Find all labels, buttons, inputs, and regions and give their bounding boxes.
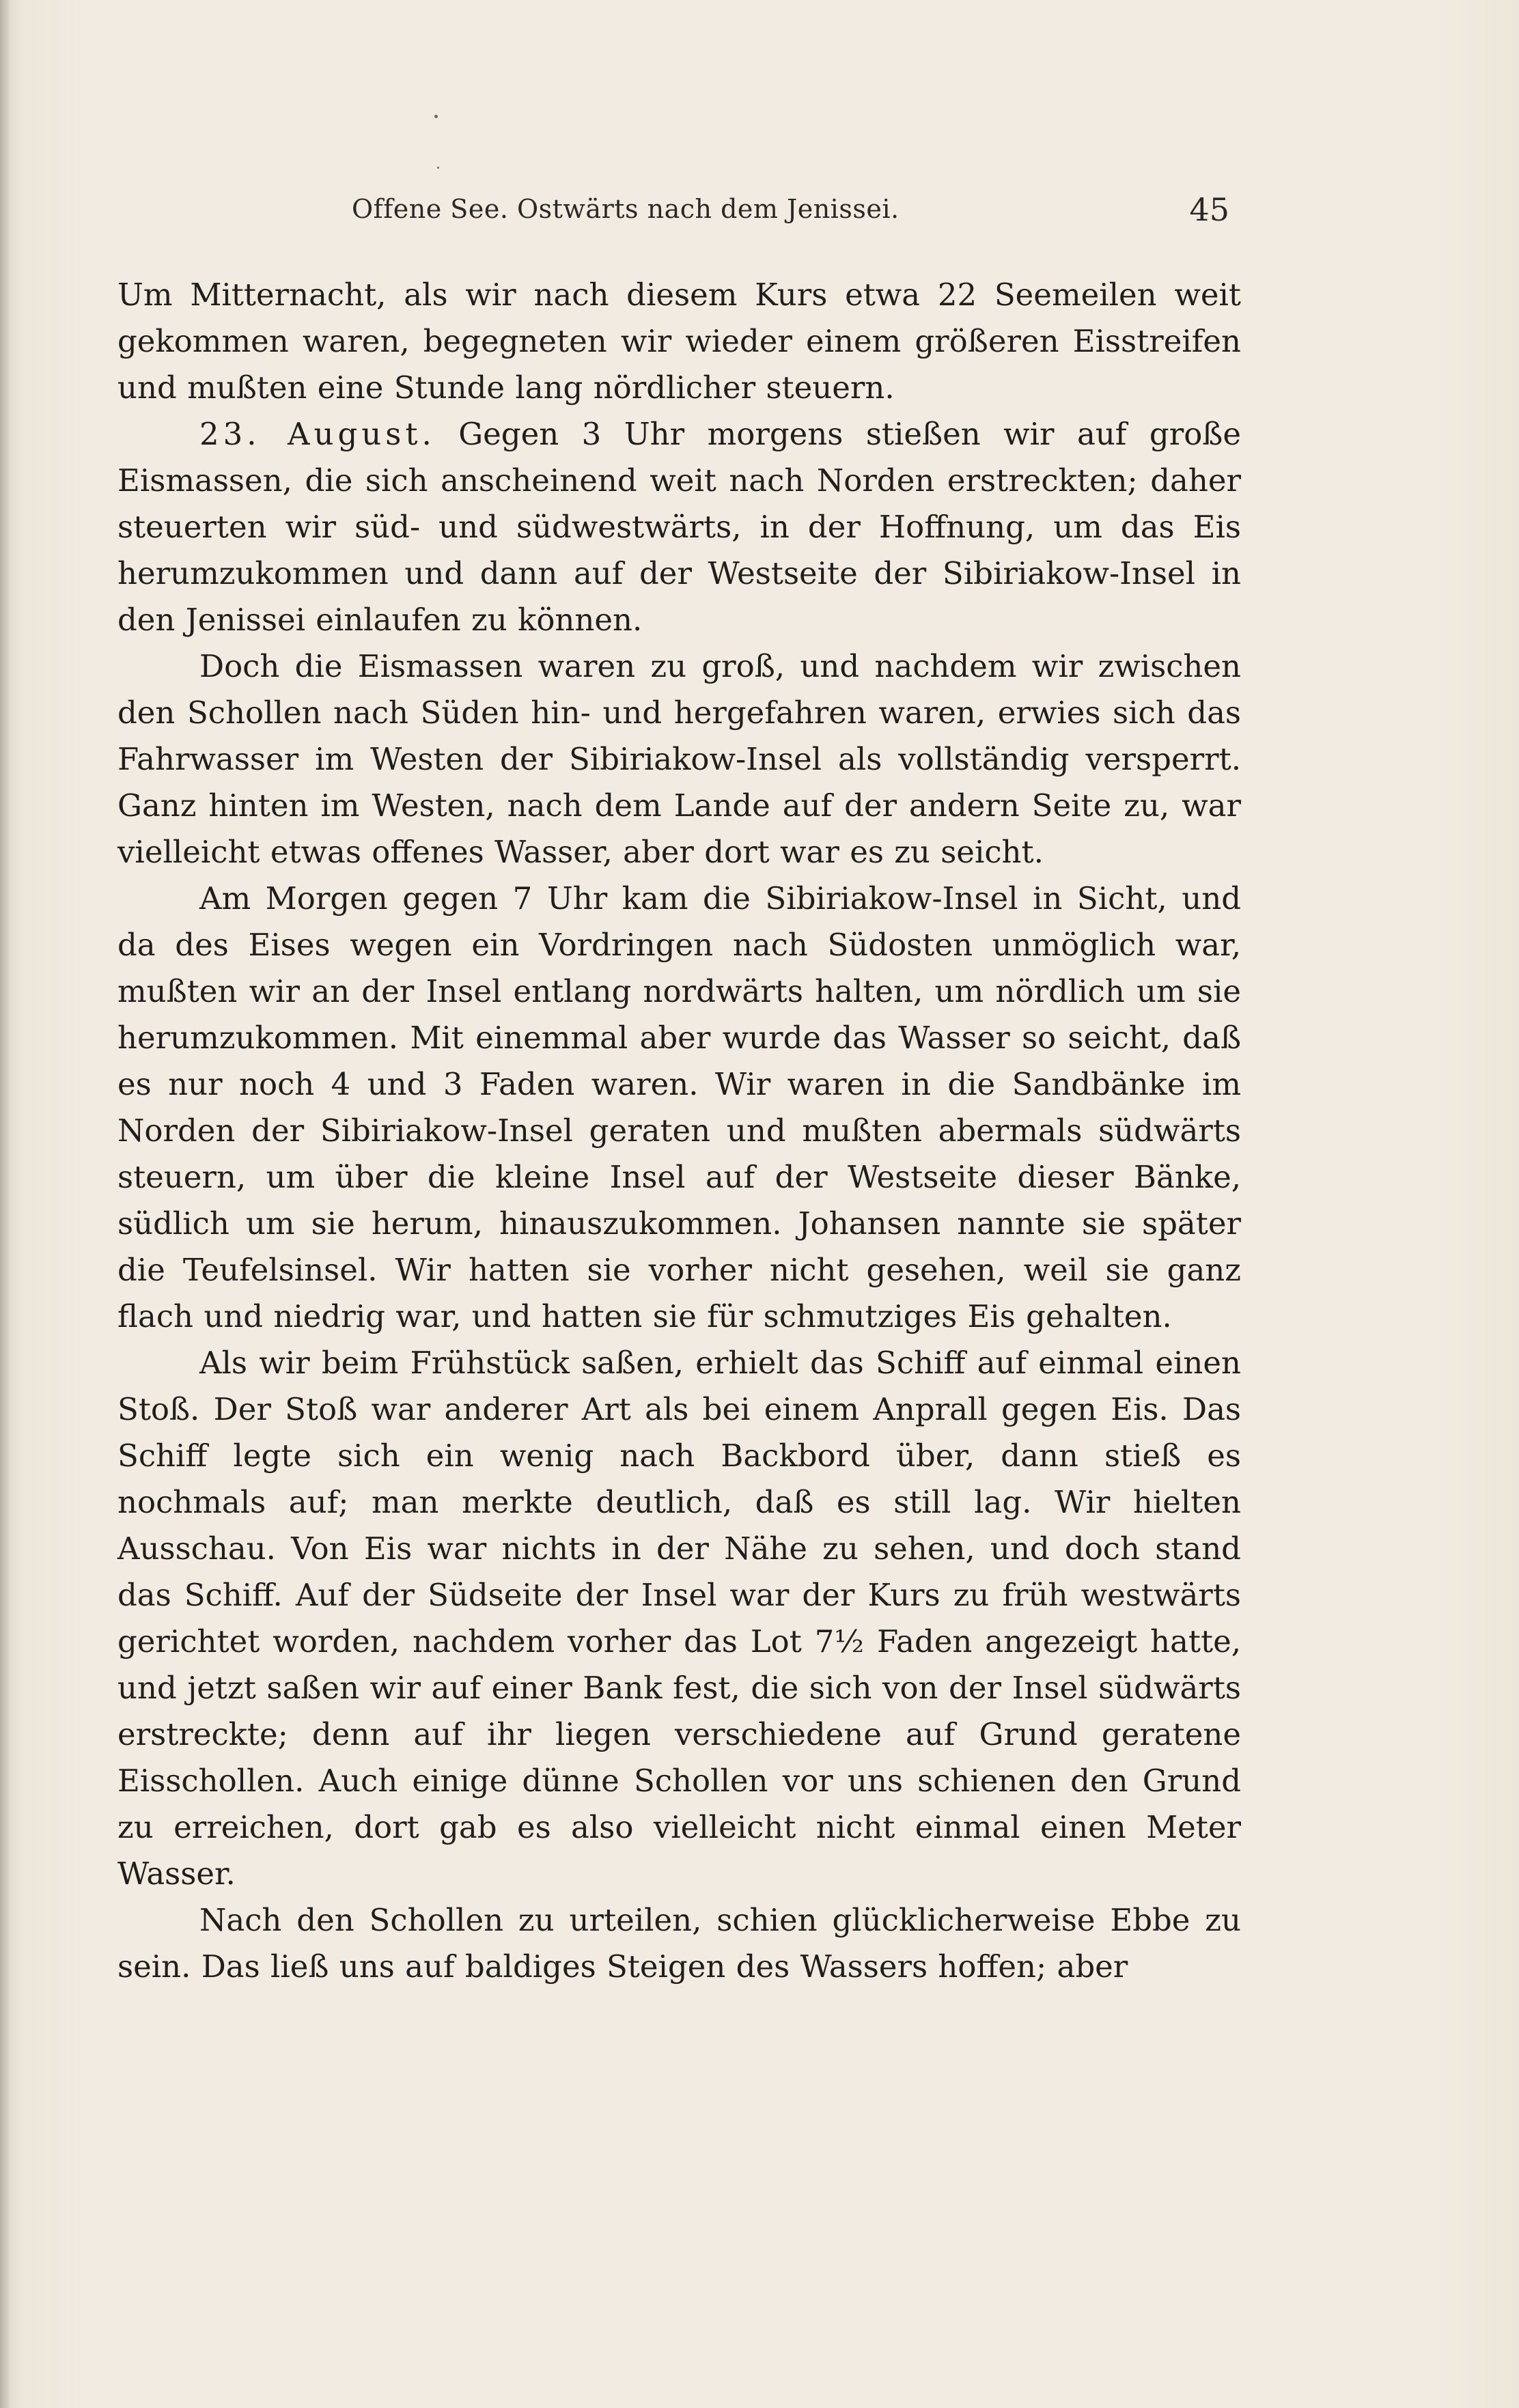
paragraph: Doch die Eismassen waren zu groß, und nachdem wir zwischen den Schollen nach Süden hin- und hergefahren waren, erwies sich das Fahrwasser im Westen der Sibiriakow-Insel als vollständig versperrt. Ganz hinten im Westen, nach dem Lande auf der andern Seite zu, war vielleicht etwas offenes Wasser, aber dort war es zu seicht. (117, 648, 1241, 870)
paragraph (117, 411, 1241, 643)
page-edge-shadow (0, 0, 10, 2408)
paragraph: Als wir beim Frühstück saßen, erhielt das Schiff auf einmal einen Stoß. Der Stoß war anderer Art als bei einem Anprall gegen Eis. Das Schiff legte sich ein wenig nach Backbord über, dann stieß es nochmals auf; man merkte deutlich, daß es still lag. Wir hielten Ausschau. Von Eis war nichts in der Nähe zu sehen, und doch stand das Schiff. Auf der Südseite der Insel war der Kurs zu früh westwärts gerichtet worden, nachdem vorher das Lot 7½ Faden angezeigt hatte, und jetzt saßen wir auf einer Bank fest, die sich von der Insel südwärts erstreckte; denn auf ihr liegen verschiedene auf Grund geratene Eisschollen. Auch einige dünne Schollen vor uns schienen den Grund zu erreichen, dort gab es also vielleicht nicht einmal einen Meter Wasser. (117, 1345, 1241, 1892)
paragraph: Am Morgen gegen 7 Uhr kam die Sibiriakow-Insel in Sicht, und da des Eises wegen ein Vordringen nach Südosten unmöglich war, mußten wir an der Insel entlang nordwärts halten, um nördlich um sie herumzukommen. Mit einemmal aber wurde das Wasser so seicht, daß es nur noch 4 und 3 Faden waren. Wir waren in die Sandbänke im Norden der Sibiriakow-Insel geraten und mußten abermals südwärts steuern, um über die kleine Insel auf der Westseite dieser Bänke, südlich um sie herum, hinauszukommen. Johansen nannte sie später die Teufelsinsel. Wir hatten sie vorher nicht gesehen, weil sie ganz flach und niedrig war, und hatten sie für schmutziges Eis gehalten. (117, 880, 1241, 1334)
date-heading: 23. August. (199, 416, 436, 452)
running-title: Offene See. Ostwärts nach dem Jenissei. (352, 194, 900, 224)
paragraph: Um Mitternacht, als wir nach diesem Kurs etwa 22 Seemeilen weit gekommen waren, begegneten wir wieder einem größeren Eisstreifen und mußten eine Stunde lang nördlicher steuern. (117, 277, 1241, 406)
paragraph-text: Gegen 3 Uhr morgens stießen wir auf große Eismassen, die sich anscheinend weit nach Norden erstreckten; daher steuerten wir süd- und südwestwärts, in der Hoffnung, um das Eis herumzukommen und dann auf der Westseite der Sibiriakow-Insel in den Jenissei einlaufen zu können. (117, 416, 1241, 638)
paragraph: Nach den Schollen zu urteilen, schien glücklicherweise Ebbe zu sein. Das ließ uns auf baldiges Steigen des Wassers hoffen; aber (117, 1902, 1241, 1985)
ink-speck (437, 167, 439, 169)
body-text (117, 272, 1241, 1990)
running-header (123, 191, 1229, 242)
page-number: 45 (1189, 191, 1229, 228)
ink-speck (434, 115, 438, 118)
